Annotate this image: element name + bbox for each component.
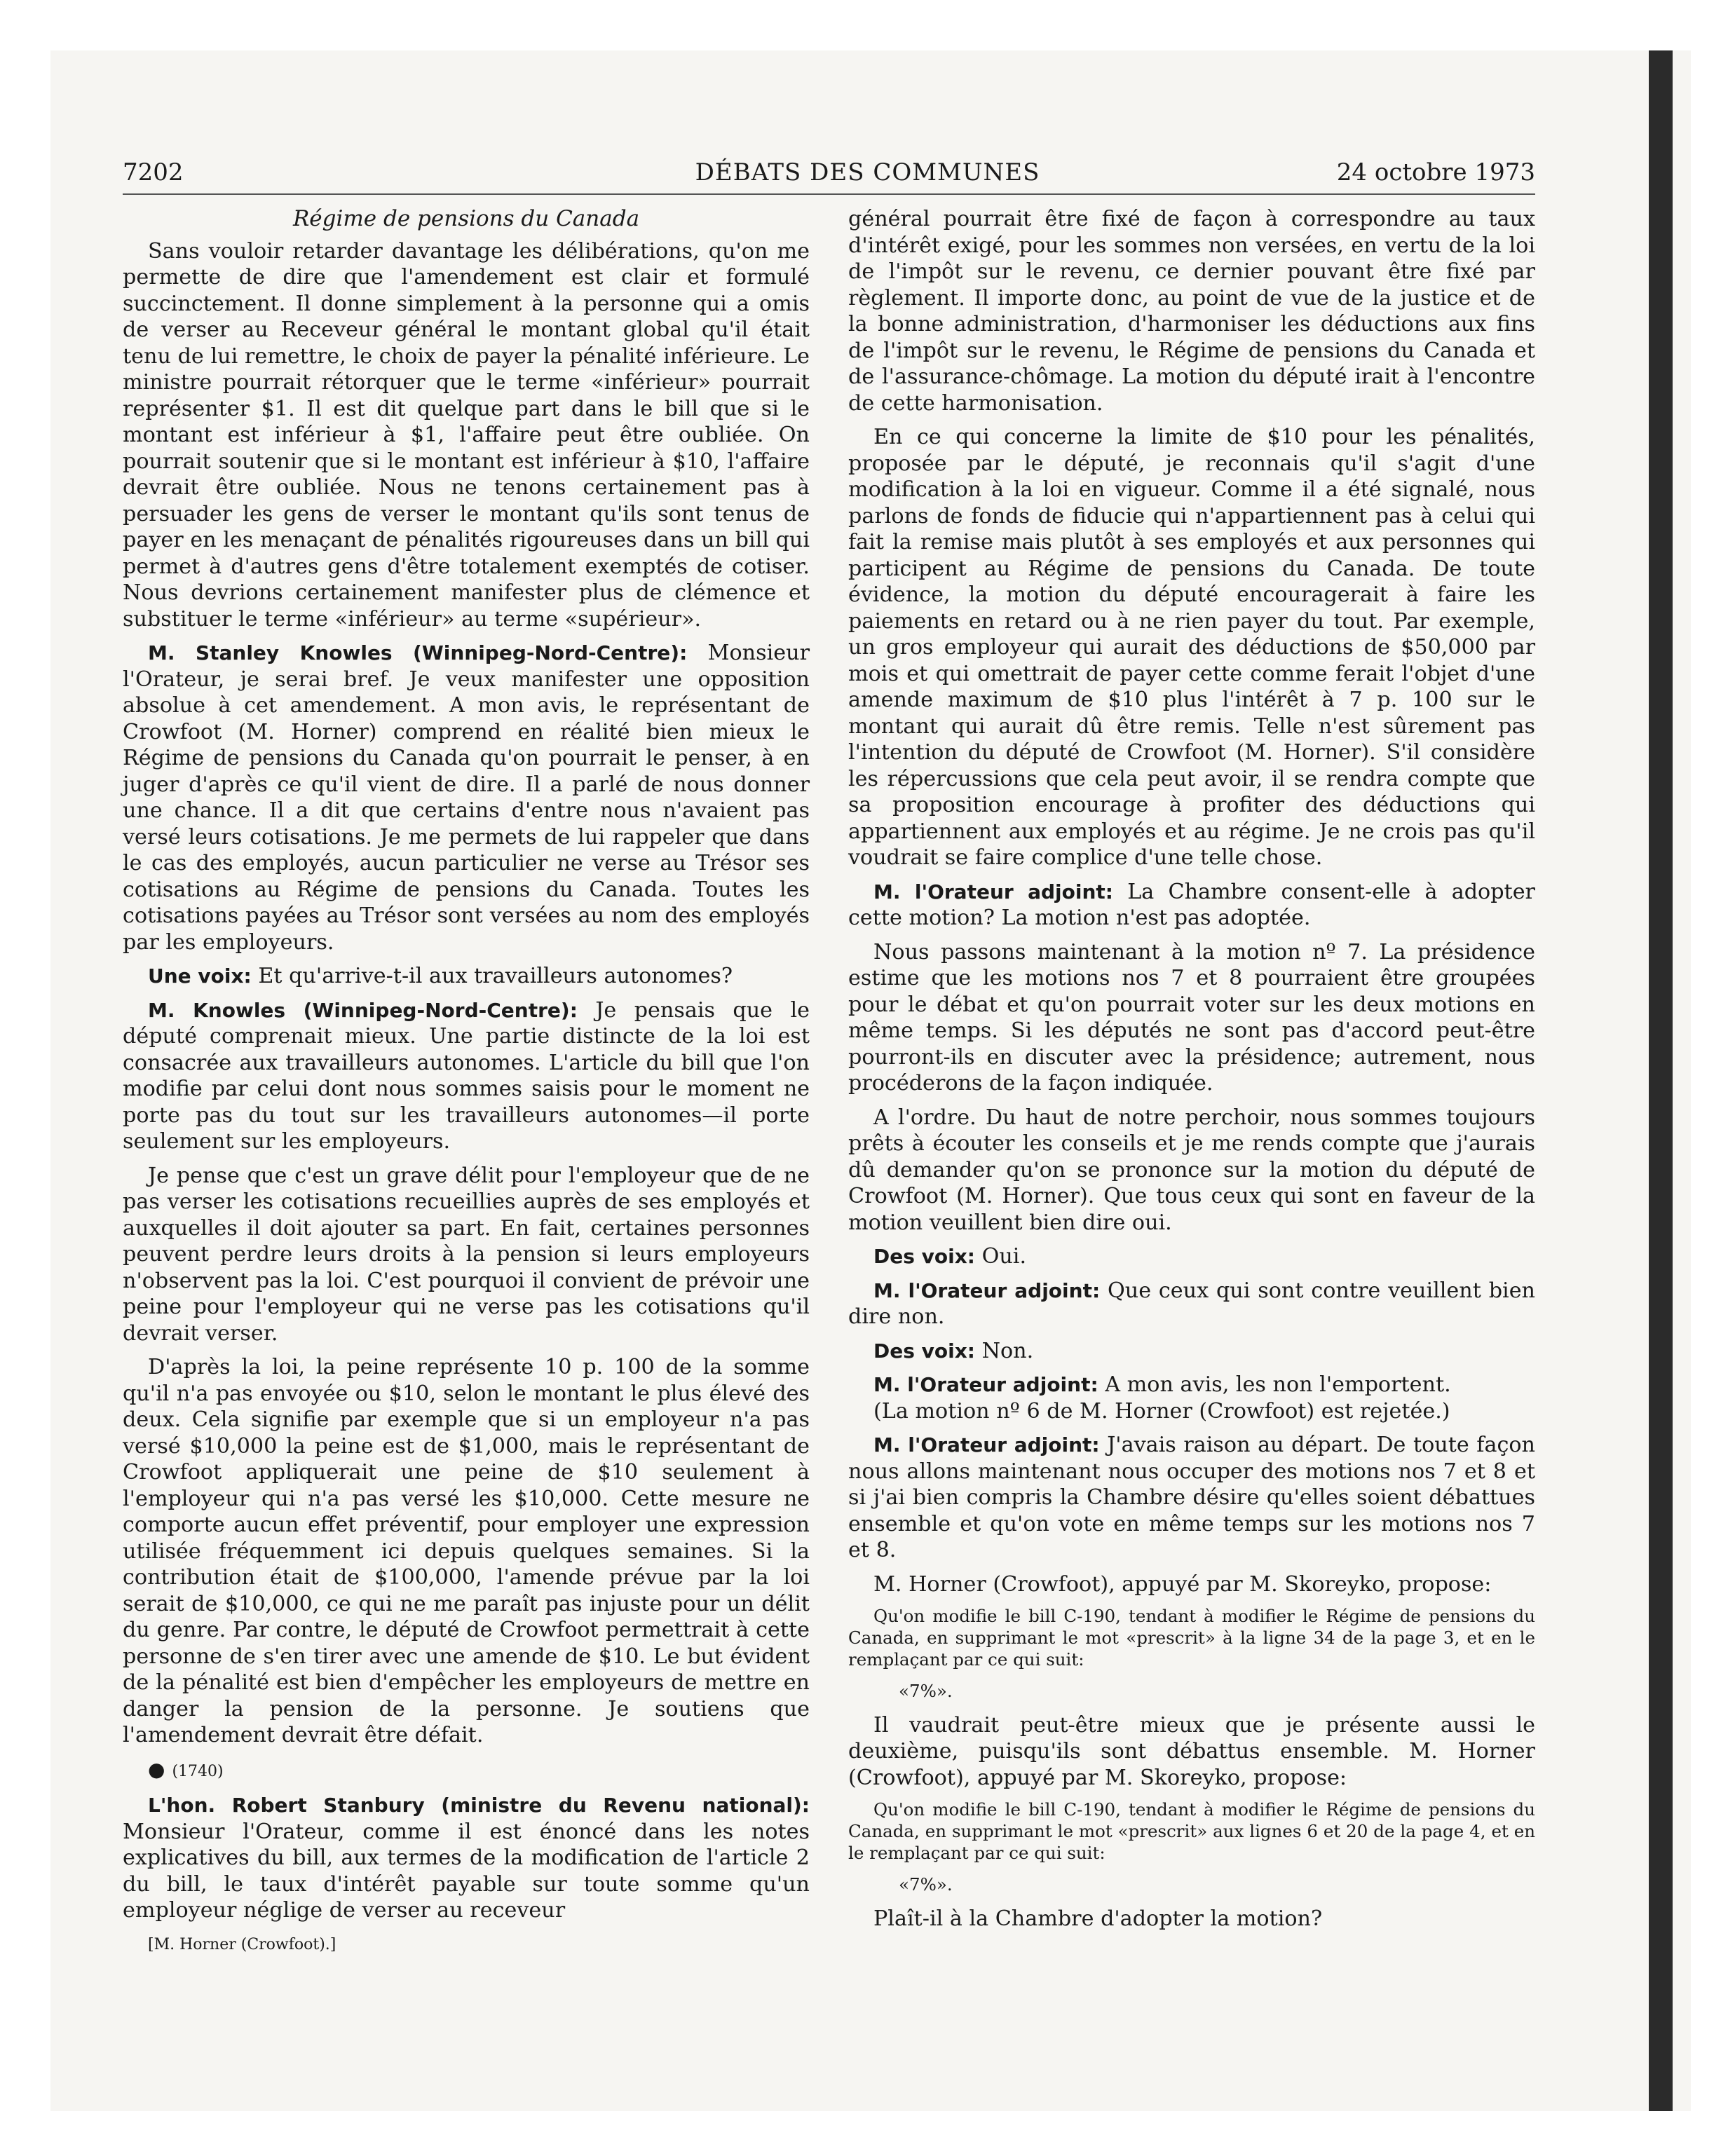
- motion-text: Qu'on modifie le bill C-190, tendant à modifier le Régime de pensions du Canada, en supprimant le mot «prescrit» à la ligne 34 de la page 3, et en le remplaçant par ce qui suit:: [848, 1606, 1535, 1670]
- speech: [848, 879, 1535, 932]
- paragraph: Il vaudrait peut-être mieux que je présente aussi le deuxième, puisqu'ils sont débattus ensemble. M. Horner (Crowfoot), appuyé par M. Skoreyko, propose:: [848, 1712, 1535, 1790]
- speech-text: Oui.: [975, 1244, 1027, 1269]
- speaker-name: Des voix:: [873, 1339, 975, 1363]
- section-heading: Régime de pensions du Canada: [292, 206, 640, 231]
- speech-text: Monsieur l'Orateur, je serai bref. Je veux manifester une opposition absolue à cet amendement. A mon avis, le représentant de Crowfoot (M. Horner) comprend en réalité bien mieux le Régime de pensions du Canada qu'on pourrait le penser, à en juger d'après ce qu'il vient de dire. Il a parlé de nous donner une chance. Il a dit que certains d'entre nous n'avaient pas versé leurs cotisations. Je me permets de lui rappeler que dans le cas des employés, aucun particulier ne verse au Trésor ses cotisations au Régime de pensions du Canada. Toutes les cotisations payées au Trésor sont versées au nom des employés par les employeurs.: [123, 641, 810, 955]
- motion-value: «7%».: [899, 1681, 953, 1701]
- speech: [123, 963, 810, 990]
- speech: [123, 640, 810, 955]
- time-stamp: (1740): [172, 1762, 224, 1780]
- header-rule: [123, 193, 1535, 195]
- speaker-name: Une voix:: [148, 964, 252, 988]
- speaker-name: M. l'Orateur adjoint:: [873, 880, 1113, 903]
- speech-text: Je pensais que le député comprenait mieux. Une partie distincte de la loi est consacrée aux travailleurs autonomes. L'article du bill que l'on modifie par celui dont nous sommes saisis pour le moment ne porte pas du tout sur les travailleurs autonomes—il porte seulement sur les employeurs.: [123, 997, 810, 1154]
- bullet-icon: ●: [148, 1757, 165, 1781]
- speaker-name: M. l'Orateur adjoint:: [873, 1278, 1101, 1302]
- paragraph: A l'ordre. Du haut de notre perchoir, nous sommes toujours prêts à écouter les conseils et je me rends compte que j'aurais dû demander qu'on se prononce sur la motion du député de Crowfoot (M. Horner). Que tous ceux qui sont en faveur de la motion veuillent bien dire oui.: [848, 1105, 1535, 1235]
- speech-text: Et qu'arrive-t-il aux travailleurs autonomes?: [251, 964, 733, 988]
- time-marker: [123, 1756, 810, 1785]
- speaker-name: M. l'Orateur adjoint:: [873, 1433, 1100, 1456]
- speech-text: J'avais raison au départ. De toute façon nous allons maintenant nous occuper des motions nos 7 et 8 et si j'ai bien compris la Chambre désire qu'elles soient débattues ensemble et qu'on vote en même temps sur les motions nos 7 et 8.: [848, 1433, 1535, 1562]
- speaker-name: M. Stanley Knowles (Winnipeg-Nord-Centre):: [148, 641, 688, 664]
- speech: [123, 1792, 810, 1924]
- speech-text: La Chambre consent-elle à adopter cette motion? La motion n'est pas adoptée.: [848, 879, 1535, 930]
- paragraph: M. Horner (Crowfoot), appuyé par M. Skoreyko, propose:: [873, 1571, 1492, 1597]
- speaker-name: M. Knowles (Winnipeg-Nord-Centre):: [148, 998, 578, 1022]
- speech: [848, 1432, 1535, 1564]
- paragraph: Je pense que c'est un grave délit pour l'employeur que de ne pas verser les cotisations recueillies auprès de ses employés et auxquelles il doit ajouter sa part. En fait, certaines personnes peuvent perdre leurs droits à la pension si leurs employeurs n'observent pas la loi. C'est pourquoi il convient de prévoir une peine pour l'employeur qui ne verse pas les cotisations qu'il devrait verser.: [123, 1163, 810, 1346]
- paragraph: Plaît-il à la Chambre d'adopter la motion?: [873, 1906, 1323, 1931]
- speech: [123, 997, 810, 1155]
- paragraph: général pourrait être fixé de façon à correspondre au taux d'intérêt exigé, pour les sommes non versées, en vertu de la loi de l'impôt sur le revenu, ce dernier pouvant être fixé par règlement. Il importe donc, au point de vue de la justice et de la bonne administration, d'harmoniser les déductions aux fins de l'impôt sur le revenu, le Régime de pensions du Canada et de l'assurance-chômage. La motion du député irait à l'encontre de cette harmonisation.: [848, 207, 1535, 416]
- speech: [848, 1338, 1535, 1365]
- publication-title: DÉBATS DES COMMUNES: [695, 158, 1040, 186]
- speaker-name: M. l'Orateur adjoint:: [873, 1373, 1098, 1396]
- speech-text: Non.: [975, 1338, 1034, 1363]
- footer-note: [M. Horner (Crowfoot).]: [148, 1935, 336, 1953]
- right-column: [848, 206, 1535, 1939]
- left-column: [123, 206, 810, 1965]
- paragraph: En ce qui concerne la limite de $10 pour les pénalités, proposée par le député, je reconnais qu'il s'agit d'une modification à la loi en vigueur. Comme il a été signalé, nous parlons de fonds de fiducie qui n'appartiennent pas à celui qui fait la remise mais plutôt à ses employés et aux personnes qui participent au Régime de pensions du Canada. De toute évidence, la motion du député encouragerait à faire les paiements en retard ou à ne rien payer du tout. Par exemple, un gros employeur qui aurait des déductions de $50,000 par mois et qui omettrait de payer cette comme ferait l'objet d'une amende maximum de $10 plus l'intérêt à 7 p. 100 sur le montant qui aurait dû être remis. Telle n'est sûrement pas l'intention du député de Crowfoot (M. Horner). S'il considère les répercussions que cela peut avoir, il se rendra compte que sa proposition encourage à profiter des déductions qui appartiennent aux employés et au régime. Je ne crois pas qu'il voudrait se faire complice d'une telle chose.: [848, 425, 1535, 870]
- speech-text: Monsieur l'Orateur, comme il est énoncé dans les notes explicatives du bill, aux termes de la modification de l'article 2 du bill, le taux d'intérêt payable sur toute somme qu'un employeur néglige de verser au receveur: [123, 1819, 810, 1923]
- speech-aside: (La motion nº 6 de M. Horner (Crowfoot) est rejetée.): [873, 1398, 1450, 1424]
- speech-text: A mon avis, les non l'emportent.: [1098, 1372, 1451, 1397]
- motion-text: Qu'on modifie le bill C-190, tendant à modifier le Régime de pensions du Canada, en supprimant le mot «prescrit» aux lignes 6 et 20 de la page 4, et en le remplaçant par ce qui suit:: [848, 1799, 1535, 1863]
- speech: [848, 1372, 1535, 1398]
- page-date: 24 octobre 1973: [1336, 158, 1535, 186]
- speech: [848, 1278, 1535, 1330]
- speaker-name: Des voix:: [873, 1245, 975, 1268]
- scan-edge-shadow: [1649, 50, 1673, 2111]
- paragraph: D'après la loi, la peine représente 10 p. 100 de la somme qu'il n'a pas envoyée ou $10, selon le montant le plus élevé des deux. Cela signifie par exemple que si un employeur n'a pas versé $10,000 la peine est de $1,000, mais le représentant de Crowfoot appliquerait une peine de $10 seulement à l'employeur qui n'a pas versé les $10,000. Cette mesure ne comporte aucun effet préventif, pour employer une expression utilisée fréquemment ici depuis quelques semaines. Si la contribution était de $100,000, l'amende prévue par la loi serait de $10,000, ce qui ne me paraît pas injuste pour un délit du genre. Par contre, le député de Crowfoot permettrait à cette personne de s'en tirer avec une amende de $10. Le but évident de la pénalité est bien d'empêcher les employeurs de mettre en danger la pension de la personne. Je soutiens que l'amendement devrait être défait.: [123, 1355, 810, 1747]
- speech: [848, 1243, 1535, 1270]
- paragraph: Nous passons maintenant à la motion nº 7. La présidence estime que les motions nos 7 et 8 pourraient être groupées pour le débat et qu'on pourrait voter sur les deux motions en même temps. Si les députés ne sont pas d'accord peut-être pourront-ils en discuter avec la présidence; autrement, nous procéderons de la façon indiquée.: [848, 939, 1535, 1096]
- speech-text: Que ceux qui sont contre veuillent bien dire non.: [848, 1278, 1535, 1329]
- page-number: 7202: [123, 158, 184, 186]
- paragraph: Sans vouloir retarder davantage les délibérations, qu'on me permette de dire que l'amendement est clair et formulé succinctement. Il donne simplement à la personne qui a omis de verser au Receveur général le montant global qu'il était tenu de lui remettre, le choix de payer la pénalité inférieure. Le ministre pourrait rétorquer que le terme «inférieur» pourrait représenter $1. Il est dit quelque part dans le bill que si le montant est inférieur à $1, l'affaire peut être oubliée. On pourrait soutenir que si le montant est inférieur à $10, l'affaire devrait être oubliée. Nous ne tenons certainement pas à persuader les gens de verser le montant qu'ils sont tenus de payer en les menaçant de pénalités rigoureuses dans un bill qui permet à d'autres gens d'être totalement exemptés de cotiser. Nous devrions certainement manifester plus de clémence et substituer le terme «inférieur» au terme «supérieur».: [123, 238, 810, 632]
- motion-value: «7%».: [899, 1874, 953, 1895]
- speaker-name: L'hon. Robert Stanbury (ministre du Revenu national):: [148, 1794, 810, 1817]
